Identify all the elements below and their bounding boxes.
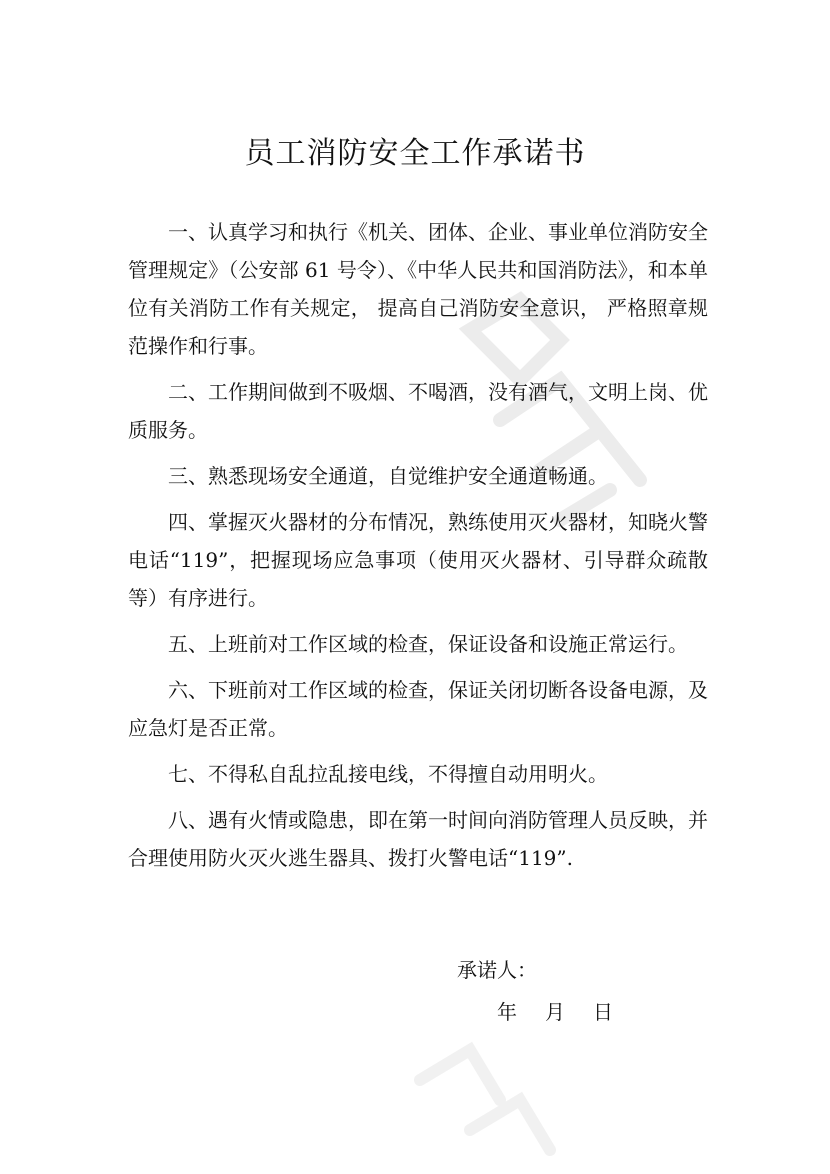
paragraph-6: 六、下班前对工作区域的检查，保证关闭切断各设备电源，及应急灯是否正常。 xyxy=(128,678,708,740)
signature-label: 承诺人： xyxy=(457,958,537,982)
paragraph-5: 五、上班前对工作区域的检查，保证设备和设施正常运行。 xyxy=(168,632,688,656)
paragraph-8: 八、遇有火情或隐患，即在第一时间向消防管理人员反映，并合理使用防火灭火逃生器具、拨打火警电话“119”. xyxy=(128,808,708,870)
date-line xyxy=(497,996,613,1025)
date-month: 月 xyxy=(545,1000,565,1024)
paragraph-1: 一、认真学习和执行《机关、团体、企业、事业单位消防安全管理规定》（公安部 61 号令）、《中华人民共和国消防法》，和本单位有关消防工作有关规定， 提高自己消防安全意识， 严格照章规范操作和行事。 xyxy=(128,220,708,358)
date-year: 年 xyxy=(497,1000,517,1024)
page-title: 员工消防安全工作承诺书 xyxy=(244,136,586,171)
date-day: 日 xyxy=(593,1000,613,1024)
document-body xyxy=(128,213,708,885)
paragraph-2: 二、工作期间做到不吸烟、不喝酒，没有酒气，文明上岗、优质服务。 xyxy=(128,380,708,442)
paragraph-7: 七、不得私自乱拉乱接电线，不得擅自动用明火。 xyxy=(168,762,608,786)
paragraph-3: 三、熟悉现场安全通道，自觉维护安全通道畅通。 xyxy=(168,464,608,488)
paragraph-4: 四、掌握灭火器材的分布情况，熟练使用灭火器材，知晓火警电话“119”，把握现场应急事项（使用灭火器材、引导群众疏散等）有序进行。 xyxy=(128,510,708,610)
